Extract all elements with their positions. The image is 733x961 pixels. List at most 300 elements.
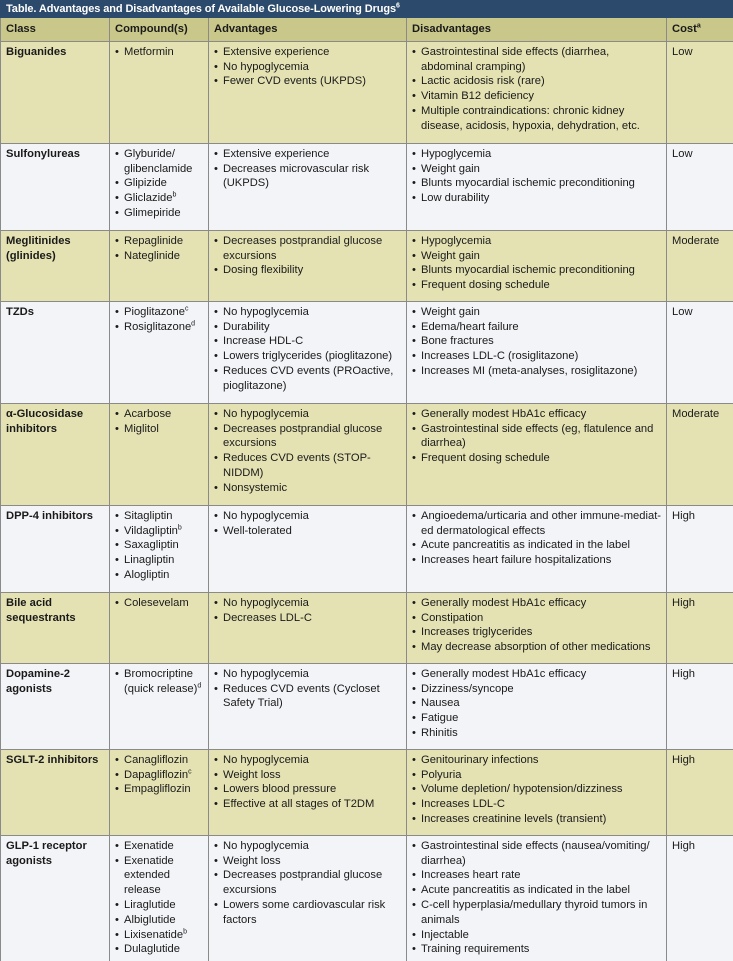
- disadvantage-text: Acute pancreatitis as indicated in the label: [421, 539, 630, 552]
- footnote-marker: b: [183, 927, 187, 935]
- advantage-item: [214, 451, 402, 481]
- table-row: [1, 403, 733, 505]
- compound-item: [115, 176, 204, 191]
- cost-cell: High: [667, 749, 733, 835]
- advantage-item: [214, 60, 402, 75]
- advantage-text: No hypoglycemia: [223, 596, 309, 609]
- table-row: [1, 505, 733, 592]
- compound-item: [115, 839, 204, 854]
- disadvantage-text: Generally modest HbA1c efficacy: [421, 596, 587, 609]
- advantage-text: Lowers some cardiovascular risk factors: [223, 898, 386, 926]
- advantage-text: Effective at all stages of T2DM: [223, 798, 375, 811]
- disadvantage-item: [412, 640, 662, 655]
- advantage-item: [214, 797, 402, 812]
- cost-cell: Low: [667, 41, 733, 143]
- header-cost: [667, 18, 733, 41]
- compound-text: Miglitol: [124, 422, 159, 435]
- disadvantage-cell: [407, 41, 667, 143]
- disadvantage-text: Multiple contraindications: chronic kidney disease, acidosis, hypoxia, dehydration, etc.: [421, 104, 640, 132]
- compound-text: Bromocriptine (quick release): [124, 667, 198, 695]
- advantage-cell: [209, 592, 407, 663]
- compound-text: Saxagliptin: [124, 539, 179, 552]
- advantage-item: [214, 611, 402, 626]
- compound-text: Canagliflozin: [124, 753, 189, 766]
- disadvantage-text: Genitourinary infections: [421, 753, 539, 766]
- advantage-cell: [209, 835, 407, 961]
- disadvantage-text: Increases heart rate: [421, 869, 521, 882]
- disadvantage-list: [412, 667, 662, 741]
- advantage-text: Dosing flexibility: [223, 264, 304, 277]
- disadvantage-item: [412, 711, 662, 726]
- advantage-list: [214, 407, 402, 496]
- disadvantage-text: Weight gain: [421, 162, 480, 175]
- disadvantage-text: Low durability: [421, 192, 490, 205]
- table-row: [1, 835, 733, 961]
- disadvantage-text: Weight gain: [421, 305, 480, 318]
- advantage-list: [214, 839, 402, 928]
- compound-item: [115, 538, 204, 553]
- disadvantage-text: Gastrointestinal side effects (eg, flatulence and diarrhea): [421, 422, 654, 450]
- disadvantage-cell: [407, 663, 667, 749]
- disadvantage-item: [412, 364, 662, 379]
- footnote-marker: d: [191, 319, 196, 327]
- advantage-item: [214, 667, 402, 682]
- advantage-item: [214, 481, 402, 496]
- drug-class-cell: α-Glucosidase inhibitors: [1, 403, 110, 505]
- table-row: [1, 592, 733, 663]
- table-header-row: [1, 18, 733, 41]
- advantage-list: [214, 305, 402, 394]
- disadvantage-item: [412, 553, 662, 568]
- advantage-item: [214, 596, 402, 611]
- cost-footnote-marker: a: [696, 22, 701, 30]
- compound-text: Glimepiride: [124, 206, 181, 219]
- disadvantage-item: [412, 407, 662, 422]
- advantage-cell: [209, 403, 407, 505]
- disadvantage-text: Lactic acidosis risk (rare): [421, 75, 545, 88]
- advantage-text: Decreases microvascular risk (UKPDS): [223, 162, 370, 190]
- disadvantage-item: [412, 538, 662, 553]
- table-title: Table. Advantages and Disadvantages of Available Glucose-Lowering Drugs: [6, 3, 397, 15]
- advantage-item: [214, 263, 402, 278]
- disadvantage-cell: [407, 403, 667, 505]
- drug-class-cell: Sulfonylureas: [1, 143, 110, 230]
- compound-item: [115, 147, 204, 177]
- disadvantage-item: [412, 797, 662, 812]
- advantage-text: Fewer CVD events (UKPDS): [223, 75, 366, 88]
- compound-item: [115, 407, 204, 422]
- table-row: [1, 143, 733, 230]
- advantage-text: Decreases postprandial glucose excursions: [223, 422, 383, 450]
- disadvantage-text: Constipation: [421, 611, 484, 624]
- compound-cell: [110, 403, 209, 505]
- disadvantage-item: [412, 263, 662, 278]
- compound-item: [115, 191, 204, 206]
- header-advantages: Advantages: [209, 18, 407, 41]
- disadvantage-item: [412, 696, 662, 711]
- advantage-item: [214, 753, 402, 768]
- advantage-cell: [209, 505, 407, 592]
- disadvantage-item: [412, 726, 662, 741]
- disadvantage-text: Polyuria: [421, 768, 462, 781]
- header-class: Class: [1, 18, 110, 41]
- footnote-marker: c: [188, 767, 192, 775]
- disadvantage-list: [412, 596, 662, 655]
- header-compounds: Compound(s): [110, 18, 209, 41]
- compound-text: Exenatide extended release: [124, 854, 174, 897]
- footnote-marker: b: [177, 523, 182, 531]
- disadvantage-text: Training requirements: [421, 943, 530, 956]
- disadvantage-text: Frequent dosing schedule: [421, 452, 550, 465]
- advantage-item: [214, 364, 402, 394]
- advantage-item: [214, 524, 402, 539]
- advantage-item: [214, 320, 402, 335]
- footnote-marker: c: [184, 305, 189, 313]
- advantage-text: No hypoglycemia: [223, 667, 309, 680]
- advantage-list: [214, 147, 402, 191]
- disadvantage-text: Increases MI (meta-analyses, rosiglitazone): [421, 364, 638, 377]
- compound-text: Albiglutide: [124, 913, 176, 926]
- advantage-item: [214, 422, 402, 452]
- advantage-text: No hypoglycemia: [223, 407, 309, 420]
- compound-text: Acarbose: [124, 407, 172, 420]
- advantage-text: Weight loss: [223, 768, 281, 781]
- advantage-text: No hypoglycemia: [223, 305, 309, 318]
- compound-item: [115, 898, 204, 913]
- compound-item: [115, 596, 204, 611]
- disadvantage-text: Injectable: [421, 928, 469, 941]
- disadvantage-text: Dizziness/syncope: [421, 682, 514, 695]
- advantage-text: Increase HDL-C: [223, 335, 304, 348]
- compound-item: [115, 234, 204, 249]
- advantage-item: [214, 74, 402, 89]
- drug-class-cell: TZDs: [1, 301, 110, 403]
- advantage-text: Extensive experience: [223, 45, 330, 58]
- compound-text: Empagliflozin: [124, 783, 191, 796]
- disadvantage-text: Increases LDL-C (rosiglitazone): [421, 350, 579, 363]
- disadvantage-text: May decrease absorption of other medications: [421, 641, 651, 654]
- compound-cell: [110, 143, 209, 230]
- drug-class-cell: GLP-1 receptor agonists: [1, 835, 110, 961]
- disadvantage-list: [412, 839, 662, 957]
- disadvantage-item: [412, 667, 662, 682]
- compound-item: [115, 913, 204, 928]
- compound-list: [115, 667, 204, 697]
- compound-list: [115, 596, 204, 611]
- compound-list: [115, 509, 204, 583]
- disadvantage-item: [412, 191, 662, 206]
- disadvantage-text: Fatigue: [421, 712, 459, 725]
- compound-text: Vildagliptin: [124, 524, 178, 537]
- disadvantage-item: [412, 278, 662, 293]
- drug-class-cell: Biguanides: [1, 41, 110, 143]
- compound-text: Gliclazide: [124, 192, 173, 205]
- disadvantage-list: [412, 407, 662, 466]
- disadvantage-item: [412, 928, 662, 943]
- disadvantage-item: [412, 147, 662, 162]
- disadvantage-item: [412, 682, 662, 697]
- disadvantage-item: [412, 812, 662, 827]
- advantage-cell: [209, 41, 407, 143]
- disadvantage-item: [412, 611, 662, 626]
- advantage-item: [214, 147, 402, 162]
- compound-cell: [110, 592, 209, 663]
- compound-text: Metformin: [124, 45, 174, 58]
- table-row: [1, 749, 733, 835]
- disadvantage-item: [412, 74, 662, 89]
- disadvantage-text: Rhinitis: [421, 726, 458, 739]
- disadvantage-text: Edema/heart failure: [421, 320, 519, 333]
- disadvantage-text: Weight gain: [421, 249, 480, 262]
- disadvantage-item: [412, 451, 662, 466]
- compound-cell: [110, 749, 209, 835]
- table-title-bar: [0, 0, 733, 18]
- advantage-text: Decreases postprandial glucose excursions: [223, 869, 383, 897]
- advantage-item: [214, 334, 402, 349]
- drug-class-cell: Dopamine-2 agonists: [1, 663, 110, 749]
- drug-class-cell: Bile acid sequestrants: [1, 592, 110, 663]
- compound-item: [115, 422, 204, 437]
- compound-text: Colesevelam: [124, 596, 189, 609]
- advantage-text: Decreases LDL-C: [223, 611, 312, 624]
- disadvantage-item: [412, 162, 662, 177]
- advantage-text: No hypoglycemia: [223, 839, 309, 852]
- compound-text: Rosiglitazone: [124, 320, 192, 333]
- advantage-cell: [209, 663, 407, 749]
- disadvantage-item: [412, 839, 662, 869]
- advantage-text: Weight loss: [223, 854, 281, 867]
- compound-text: Sitagliptin: [124, 509, 173, 522]
- disadvantage-item: [412, 768, 662, 783]
- disadvantage-text: Increases creatinine levels (transient): [421, 812, 607, 825]
- disadvantage-item: [412, 45, 662, 75]
- advantage-item: [214, 768, 402, 783]
- disadvantage-item: [412, 596, 662, 611]
- disadvantage-cell: [407, 749, 667, 835]
- advantage-text: Decreases postprandial glucose excursions: [223, 234, 383, 262]
- disadvantage-cell: [407, 230, 667, 301]
- disadvantage-text: Increases LDL-C: [421, 798, 505, 811]
- disadvantage-item: [412, 249, 662, 264]
- disadvantage-item: [412, 883, 662, 898]
- disadvantage-text: Vitamin B12 deficiency: [421, 90, 534, 103]
- compound-text: Repaglinide: [124, 234, 184, 247]
- advantage-item: [214, 868, 402, 898]
- disadvantage-item: [412, 234, 662, 249]
- disadvantage-cell: [407, 143, 667, 230]
- disadvantage-item: [412, 422, 662, 452]
- disadvantage-list: [412, 753, 662, 827]
- advantage-text: Durability: [223, 320, 270, 333]
- disadvantage-item: [412, 305, 662, 320]
- disadvantage-item: [412, 898, 662, 928]
- disadvantage-cell: [407, 301, 667, 403]
- disadvantage-text: Gastrointestinal side effects (diarrhea, abdominal cramping): [421, 45, 610, 73]
- table-row: [1, 41, 733, 143]
- advantage-text: No hypoglycemia: [223, 60, 309, 73]
- advantage-text: Reduces CVD events (STOP-NIDDM): [223, 452, 371, 479]
- disadvantage-text: Bone fractures: [421, 335, 494, 348]
- compound-text: Alogliptin: [124, 568, 170, 581]
- compound-item: [115, 928, 204, 943]
- advantage-cell: [209, 230, 407, 301]
- disadvantage-item: [412, 320, 662, 335]
- compound-text: Liraglutide: [124, 898, 176, 911]
- compound-item: [115, 782, 204, 797]
- advantage-item: [214, 305, 402, 320]
- table-row: [1, 301, 733, 403]
- disadvantage-text: Blunts myocardial ischemic preconditioning: [421, 177, 635, 190]
- drug-class-cell: SGLT-2 inhibitors: [1, 749, 110, 835]
- advantage-text: Nonsystemic: [223, 481, 288, 494]
- drug-class-cell: Meglitinides (glinides): [1, 230, 110, 301]
- compound-text: Exenatide: [124, 839, 174, 852]
- disadvantage-list: [412, 509, 662, 568]
- advantage-list: [214, 234, 402, 278]
- compound-list: [115, 407, 204, 437]
- advantage-list: [214, 667, 402, 711]
- disadvantage-cell: [407, 592, 667, 663]
- disadvantage-text: Hypoglycemia: [421, 234, 492, 247]
- header-disadvantages: Disadvantages: [407, 18, 667, 41]
- disadvantage-item: [412, 868, 662, 883]
- advantage-list: [214, 596, 402, 626]
- advantage-cell: [209, 143, 407, 230]
- compound-list: [115, 753, 204, 797]
- cost-cell: High: [667, 663, 733, 749]
- compound-list: [115, 147, 204, 221]
- compound-text: Dapagliflozin: [124, 768, 189, 781]
- disadvantage-item: [412, 942, 662, 957]
- compound-text: Glipizide: [124, 177, 167, 190]
- advantage-text: Reduces CVD events (Cycloset Safety Trial): [223, 682, 380, 710]
- disadvantage-list: [412, 147, 662, 206]
- compound-list: [115, 305, 204, 335]
- disadvantage-text: Nausea: [421, 697, 460, 710]
- table-body: [1, 41, 733, 961]
- compound-item: [115, 249, 204, 264]
- compound-cell: [110, 230, 209, 301]
- disadvantage-text: Gastrointestinal side effects (nausea/vomiting/ diarrhea): [421, 839, 650, 867]
- disadvantage-text: Increases triglycerides: [421, 626, 533, 639]
- compound-item: [115, 553, 204, 568]
- advantage-item: [214, 854, 402, 869]
- compound-item: [115, 768, 204, 783]
- advantage-text: Reduces CVD events (PROactive, pioglitazone): [223, 364, 394, 392]
- compound-item: [115, 524, 204, 539]
- disadvantage-cell: [407, 505, 667, 592]
- advantage-text: No hypoglycemia: [223, 509, 309, 522]
- cost-cell: Moderate: [667, 230, 733, 301]
- advantage-cell: [209, 301, 407, 403]
- compound-item: [115, 753, 204, 768]
- disadvantage-item: [412, 334, 662, 349]
- disadvantage-text: Volume depletion/ hypotension/dizziness: [421, 783, 623, 796]
- header-cost-label: Cost: [672, 23, 697, 35]
- compound-list: [115, 839, 204, 957]
- cost-cell: Moderate: [667, 403, 733, 505]
- advantage-list: [214, 753, 402, 812]
- compound-text: Lixisenatide: [124, 928, 184, 941]
- advantage-item: [214, 782, 402, 797]
- table-row: [1, 230, 733, 301]
- compound-cell: [110, 835, 209, 961]
- advantage-item: [214, 349, 402, 364]
- advantage-text: Extensive experience: [223, 147, 330, 160]
- cost-cell: Low: [667, 143, 733, 230]
- cost-cell: Low: [667, 301, 733, 403]
- cost-cell: High: [667, 592, 733, 663]
- disadvantage-item: [412, 104, 662, 134]
- compound-text: Nateglinide: [124, 249, 180, 262]
- compound-item: [115, 509, 204, 524]
- title-footnote-marker: 6: [396, 2, 400, 10]
- advantage-cell: [209, 749, 407, 835]
- disadvantage-list: [412, 234, 662, 293]
- disadvantage-list: [412, 305, 662, 379]
- advantage-text: No hypoglycemia: [223, 753, 309, 766]
- disadvantage-item: [412, 625, 662, 640]
- footnote-marker: b: [172, 191, 177, 199]
- table-row: [1, 663, 733, 749]
- compound-text: Dulaglutide: [124, 943, 180, 956]
- disadvantage-text: Generally modest HbA1c efficacy: [421, 667, 587, 680]
- cost-cell: High: [667, 505, 733, 592]
- compound-list: [115, 45, 204, 60]
- advantage-item: [214, 407, 402, 422]
- advantage-item: [214, 898, 402, 928]
- compound-text: Glyburide/ glibenclamide: [124, 147, 193, 175]
- compound-cell: [110, 41, 209, 143]
- advantage-item: [214, 45, 402, 60]
- disadvantage-list: [412, 45, 662, 134]
- compound-item: [115, 667, 204, 697]
- disadvantage-item: [412, 753, 662, 768]
- disadvantage-item: [412, 782, 662, 797]
- compound-item: [115, 45, 204, 60]
- disadvantage-text: Hypoglycemia: [421, 147, 492, 160]
- compound-item: [115, 854, 204, 898]
- compound-text: Linagliptin: [124, 554, 175, 567]
- disadvantage-text: Frequent dosing schedule: [421, 279, 550, 292]
- advantage-text: Lowers triglycerides (pioglitazone): [223, 350, 393, 363]
- disadvantage-text: C-cell hyperplasia/medullary thyroid tumors in animals: [421, 898, 648, 926]
- compound-item: [115, 206, 204, 221]
- drug-class-cell: DPP-4 inhibitors: [1, 505, 110, 592]
- advantage-text: Well-tolerated: [223, 524, 292, 537]
- advantage-item: [214, 509, 402, 524]
- footnote-marker: d: [197, 681, 202, 689]
- advantage-text: Lowers blood pressure: [223, 783, 337, 796]
- compound-text: Pioglitazone: [124, 305, 185, 318]
- cost-cell: High: [667, 835, 733, 961]
- disadvantage-item: [412, 176, 662, 191]
- disadvantage-item: [412, 89, 662, 104]
- disadvantage-item: [412, 509, 662, 539]
- compound-cell: [110, 505, 209, 592]
- compound-cell: [110, 301, 209, 403]
- disadvantage-text: Increases heart failure hospitalizations: [421, 554, 612, 567]
- compound-item: [115, 320, 204, 335]
- advantage-item: [214, 839, 402, 854]
- disadvantage-text: Acute pancreatitis as indicated in the label: [421, 884, 630, 897]
- advantage-item: [214, 162, 402, 192]
- compound-list: [115, 234, 204, 264]
- advantage-list: [214, 45, 402, 89]
- disadvantage-text: Angioedema/urticaria and other immune-mediat-ed dermatological effects: [421, 509, 662, 537]
- advantage-item: [214, 682, 402, 712]
- compound-item: [115, 568, 204, 583]
